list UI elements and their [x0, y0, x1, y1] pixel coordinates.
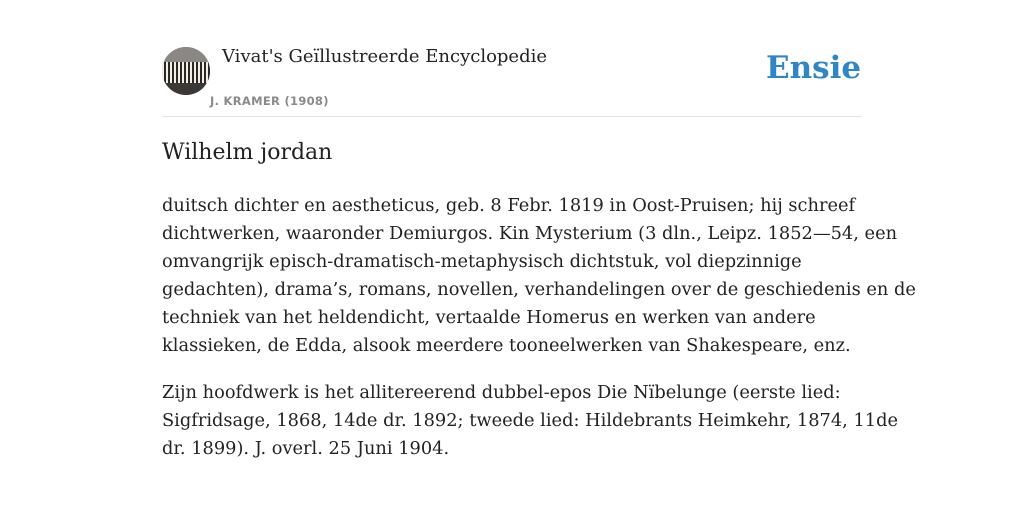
text-line: techniek van het heldendicht, vertaalde Homerus en werken van andere — [162, 307, 816, 328]
text-line: Zijn hoofdwerk is het allitereerend dubbel-epos Die Nïbelunge (eerste lied: — [162, 382, 841, 403]
paragraph — [162, 192, 916, 360]
book-cover-image[interactable] — [162, 47, 210, 95]
text-line: omvangrijk episch-dramatisch-metaphysisch dichtstuk, vol diepzinnige — [162, 251, 802, 272]
paragraph — [162, 379, 899, 463]
entry-title: Wilhelm jordan — [162, 140, 333, 165]
book-title[interactable]: Vivat's Geïllustreerde Encyclopedie — [222, 46, 548, 67]
text-line: Sigfridsage, 1868, 14de dr. 1892; tweede lied: Hildebrants Heimkehr, 1874, 11de — [162, 410, 899, 431]
book-author: J. KRAMER (1908) — [210, 94, 329, 108]
entry-body — [162, 192, 916, 482]
site-logo[interactable]: Ensie — [766, 50, 862, 86]
header — [162, 0, 862, 117]
text-line: klassieken, de Edda, alsook meerdere tooneelwerken van Shakespeare, enz. — [162, 335, 851, 356]
text-line: duitsch dichter en aestheticus, geb. 8 Febr. 1819 in Oost-Pruisen; hij schreef — [162, 195, 856, 216]
text-line: gedachten), drama’s, romans, novellen, verhandelingen over de geschiedenis en de — [162, 279, 916, 300]
text-line: dr. 1899). J. overl. 25 Juni 1904. — [162, 438, 450, 459]
text-line: dichtwerken, waaronder Demiurgos. Kin Mysterium (3 dln., Leipz. 1852—54, een — [162, 223, 898, 244]
